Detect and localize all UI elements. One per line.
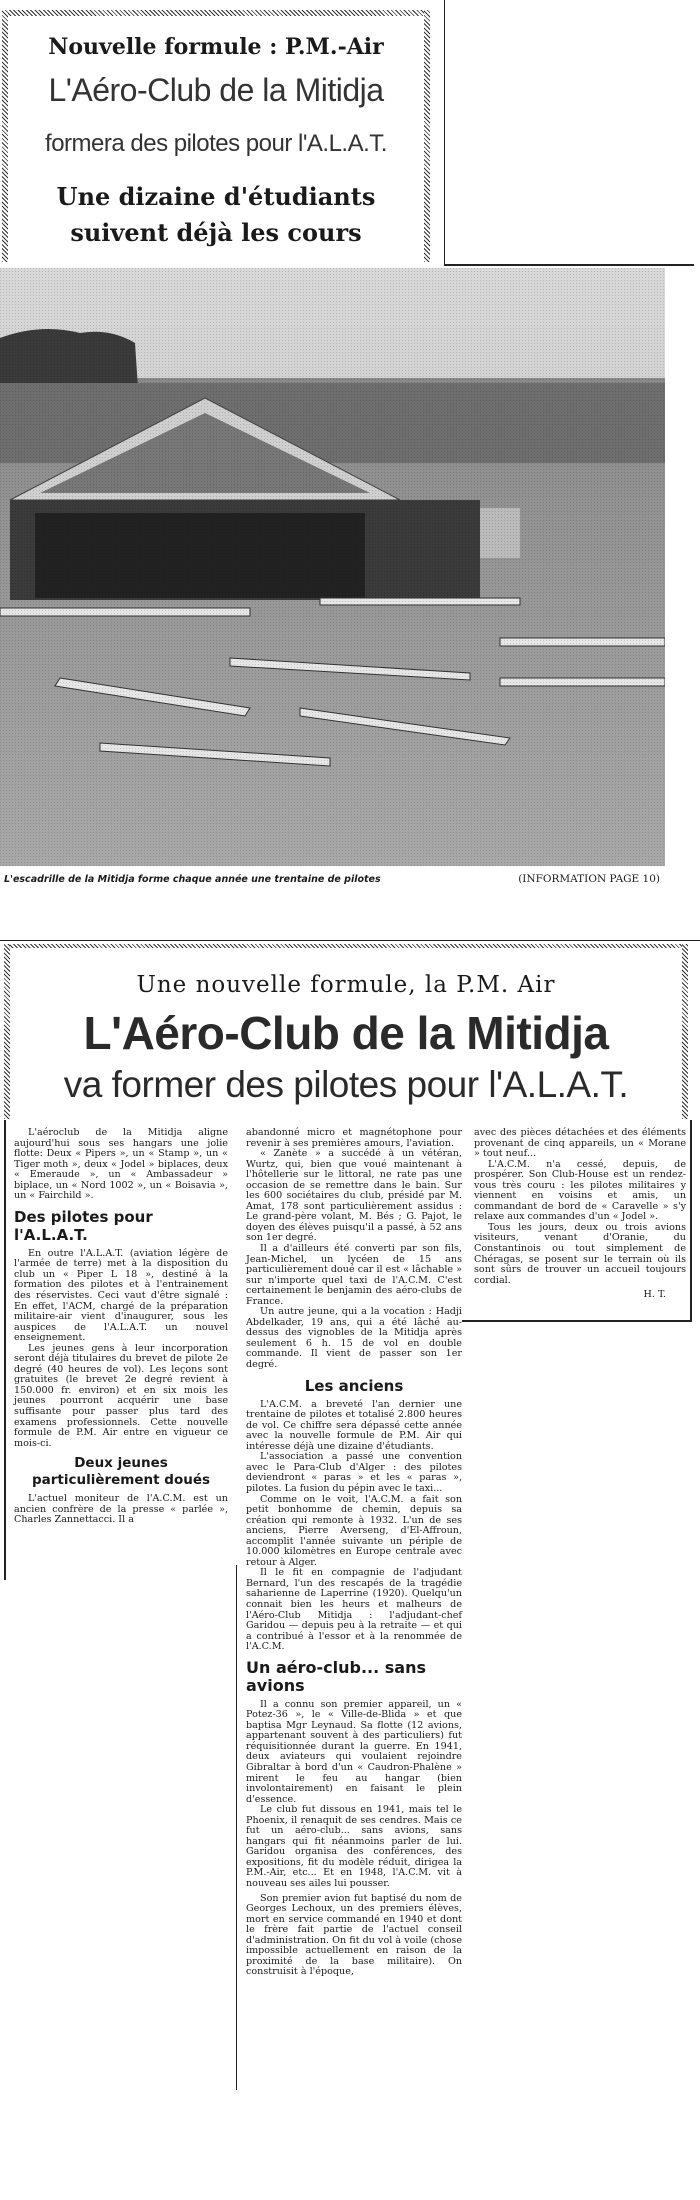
article-column-3 xyxy=(474,1128,686,1301)
top-subtitle-line2: suivent déjà les cours xyxy=(70,218,362,247)
column-rule xyxy=(690,1120,692,1320)
paragraph: L'A.C.M. n'a cessé, depuis, de prospérer. Son Club-House est un rendez-vous très couru : les pilotes militaires y viennent en voisins et amis, un commandant de bord de « Caravelle » s'y relaxe aux commandes d'un « Jodel ». xyxy=(474,1158,686,1223)
hatched-border xyxy=(424,10,430,262)
paragraph: L'aéroclub de la Mitidja aligne aujourd'hui sous ses hangars une jolie flotte: Deux « Pipers », un « Stamp », un « Tiger moth », deux « Jodel » biplaces, deux « Emeraude », un « Ambassadeur » biplace, un « Nord 1002 », un « Boisavia », un « Fairchild ». xyxy=(14,1127,228,1202)
subheading: Un aéro-club... sans avions xyxy=(246,1657,426,1695)
paragraph: « Zanète » a succédé à un vétéran, Wurtz, qui, bien que voué maintenant à l'hôtellerie sur le littoral, ne rate pas une occasion de se remettre dans le bain. Sur les 600 sociétaires du club, présidé par M. Amat, 178 sont particulièrement assidus : Le grand-père volant, M. Bés ; G. Pajot, le doyen des élèves puisqu'il a passé, à 52 ans son 1er degré. xyxy=(246,1148,462,1244)
paragraph: Il le fit en compagnie de l'adjudant Bernard, l'un des rescapés de la tragédie saharienne de Laperrine (1920). Quelqu'un connait bien les heurs et malheurs de l'Aéro-Club Mitidja : l'adjudant-chef Garidou — depuis peu à la retraite — et qui a contribué à l'essor et à la renommée de l'A.C.M. xyxy=(246,1567,462,1653)
paragraph: En outre l'A.L.A.T. (aviation légère de l'armée de terre) met à la disposition du club un « Piper L 18 », destiné à la formation des pilotes et à l'entrainement des réservistes. Ceci vaut d'être signalé : En effet, l'ACM, chargé de la préparation militaire-air vient d'inaugurer, sous les auspices de l'A.L.A.T. un nouvel enseignement. xyxy=(14,1247,228,1344)
column-rule xyxy=(236,1565,237,2090)
hatched-border xyxy=(2,10,8,262)
article-title-line2: va former des pilotes pour l'A.L.A.T. xyxy=(63,1064,629,1105)
divider xyxy=(444,0,445,265)
article-column-1 xyxy=(14,1128,228,1526)
subheading: Les anciens xyxy=(304,1376,404,1395)
top-subtitle-line1: Une dizaine d'étudiants xyxy=(56,182,376,211)
article-title-line1: L'Aéro-Club de la Mitidja xyxy=(83,1007,609,1059)
subheading: Des pilotes pour l'A.L.A.T. xyxy=(14,1207,153,1244)
paragraph: Il a d'ailleurs été converti par son fils, Jean-Michel, un lycéen de 15 ans particulièrement doué car il est « lâchable » sur n'importe quel taxi de l'A.C.M. C'est certainement le benjamin des aéro-clubs de France. xyxy=(246,1243,462,1307)
photo-page-reference: (INFORMATION PAGE 10) xyxy=(518,873,660,885)
paragraph: avec des pièces détachées et des éléments provenant de cinq appareils, un « Morane » tout neuf... xyxy=(474,1127,686,1160)
top-kicker: Nouvelle formule : P.M.-Air xyxy=(48,34,384,60)
paragraph: Il a connu son premier appareil, un « Potez-36 », le « Ville-de-Blida » et que baptisa Mgr Leynaud. Sa flotte (12 avions, appartenant souvent à des particuliers) fut réquisitionnée durant la guerre. En 1941, deux aviateurs qui voulaient rejoindre Gibraltar à bord d'un « Caudron-Phalène » mirent le feu au hangar (bien involontairement) en faisant le plein d'essence. xyxy=(246,1698,462,1805)
paragraph: Un autre jeune, qui a la vocation : Hadji Abdelkader, 19 ans, qui a été lâché au-dessus des vignobles de la Mitidja après seulement 6 h. 15 de vol en double commande. Il vient de passer son 1er degré. xyxy=(246,1306,462,1371)
aero-club-photo xyxy=(0,268,665,866)
hatched-border xyxy=(4,944,10,1119)
hatched-border xyxy=(682,944,688,1119)
paragraph: L'A.C.M. a breveté l'an dernier une trentaine de pilotes et totalisé 2.800 heures de vol. Ce chiffre sera dépassé cette année avec la nouvelle formule de P.M. Air qui intéresse déjà une dizaine d'étudiants. xyxy=(246,1398,462,1452)
author-signature: H. T. xyxy=(643,1289,666,1301)
divider xyxy=(0,940,700,941)
top-headline-box xyxy=(2,10,430,262)
article-kicker: Une nouvelle formule, la P.M. Air xyxy=(136,972,556,998)
paragraph: Les jeunes gens à leur incorporation seront déjà titulaires du brevet de pilote 2e degré (40 heures de vol). Les leçons sont gratuites (le brevet 2e degré revient à 150.000 fr. environ) et en six mois les jeunes pourront acquérir une base suffisante pour passer plus tard des examens professionnels. Cette nouvelle formule de P.M. Air entre en vigueur ce mois-ci. xyxy=(14,1342,228,1449)
paragraph: L'actuel moniteur de l'A.C.M. est un ancien confrère de la presse « parlée », Charles Zannettacci. Il a xyxy=(14,1493,228,1526)
paragraph: Son premier avion fut baptisé du nom de Georges Lechoux, un des premiers élèves, mort en service commandé en 1940 et dont le frère fait partie de l'actuel conseil d'administration. On fit du vol à voile (chose impossible actuellement en raison de la proximité de la base militaire). On construisit à l'époque, xyxy=(246,1892,462,1978)
paragraph: Tous les jours, deux ou trois avions visiteurs, venant d'Oranie, du Constantinois ou tout simplement de Chéragas, se posent sur le terrain où ils sont sûrs de trouver un accueil toujours cordial. xyxy=(474,1221,686,1286)
paragraph: Comme on le voit, l'A.C.M. a fait son petit bonhomme de chemin, depuis sa création qui remonte à 1932. L'un de ses anciens, Pierre Averseng, d'El-Affroun, accomplit l'année suivante un périple de 10.000 kilomètres en Europe centrale avec retour à Alger. xyxy=(246,1493,462,1568)
article-headline-box xyxy=(4,944,688,1119)
article-column-2 xyxy=(246,1128,462,1978)
photo-caption: L'escadrille de la Mitidja forme chaque année une trentaine de pilotes xyxy=(4,874,381,885)
subheading: Deux jeunes particulièrement doués xyxy=(31,1455,211,1489)
top-title-line1: L'Aéro-Club de la Mitidja xyxy=(48,72,384,108)
top-title-line2: formera des pilotes pour l'A.L.A.T. xyxy=(45,130,387,157)
hangar-airplanes-image xyxy=(0,268,665,866)
hatched-border xyxy=(4,944,688,948)
hatched-border xyxy=(2,10,430,16)
paragraph: abandonné micro et magnétophone pour revenir à ses premières amours, l'aviation. xyxy=(246,1127,462,1149)
paragraph: Le club fut dissous en 1941, mais tel le Phoenix, il renaquit de ses cendres. Mais ce fut un aéro-club... sans avions, sans hangars qui fit néanmoins parler de lui. Garidou organisa des conférences, des expositions, fit du modèle réduit, dirigea la P.M.-Air, etc... Et en 1948, l'A.C.M. vit à nouveau ses ailes lui pousser. xyxy=(246,1804,462,1889)
paragraph: L'association a passé une convention avec le Para-Club d'Alger : des pilotes deviendront « paras » et les « paras », pilotes. La fusion du pépin avec le taxi... xyxy=(246,1451,462,1494)
column-rule xyxy=(4,1120,6,1580)
divider xyxy=(444,264,694,266)
divider xyxy=(462,1320,692,1322)
